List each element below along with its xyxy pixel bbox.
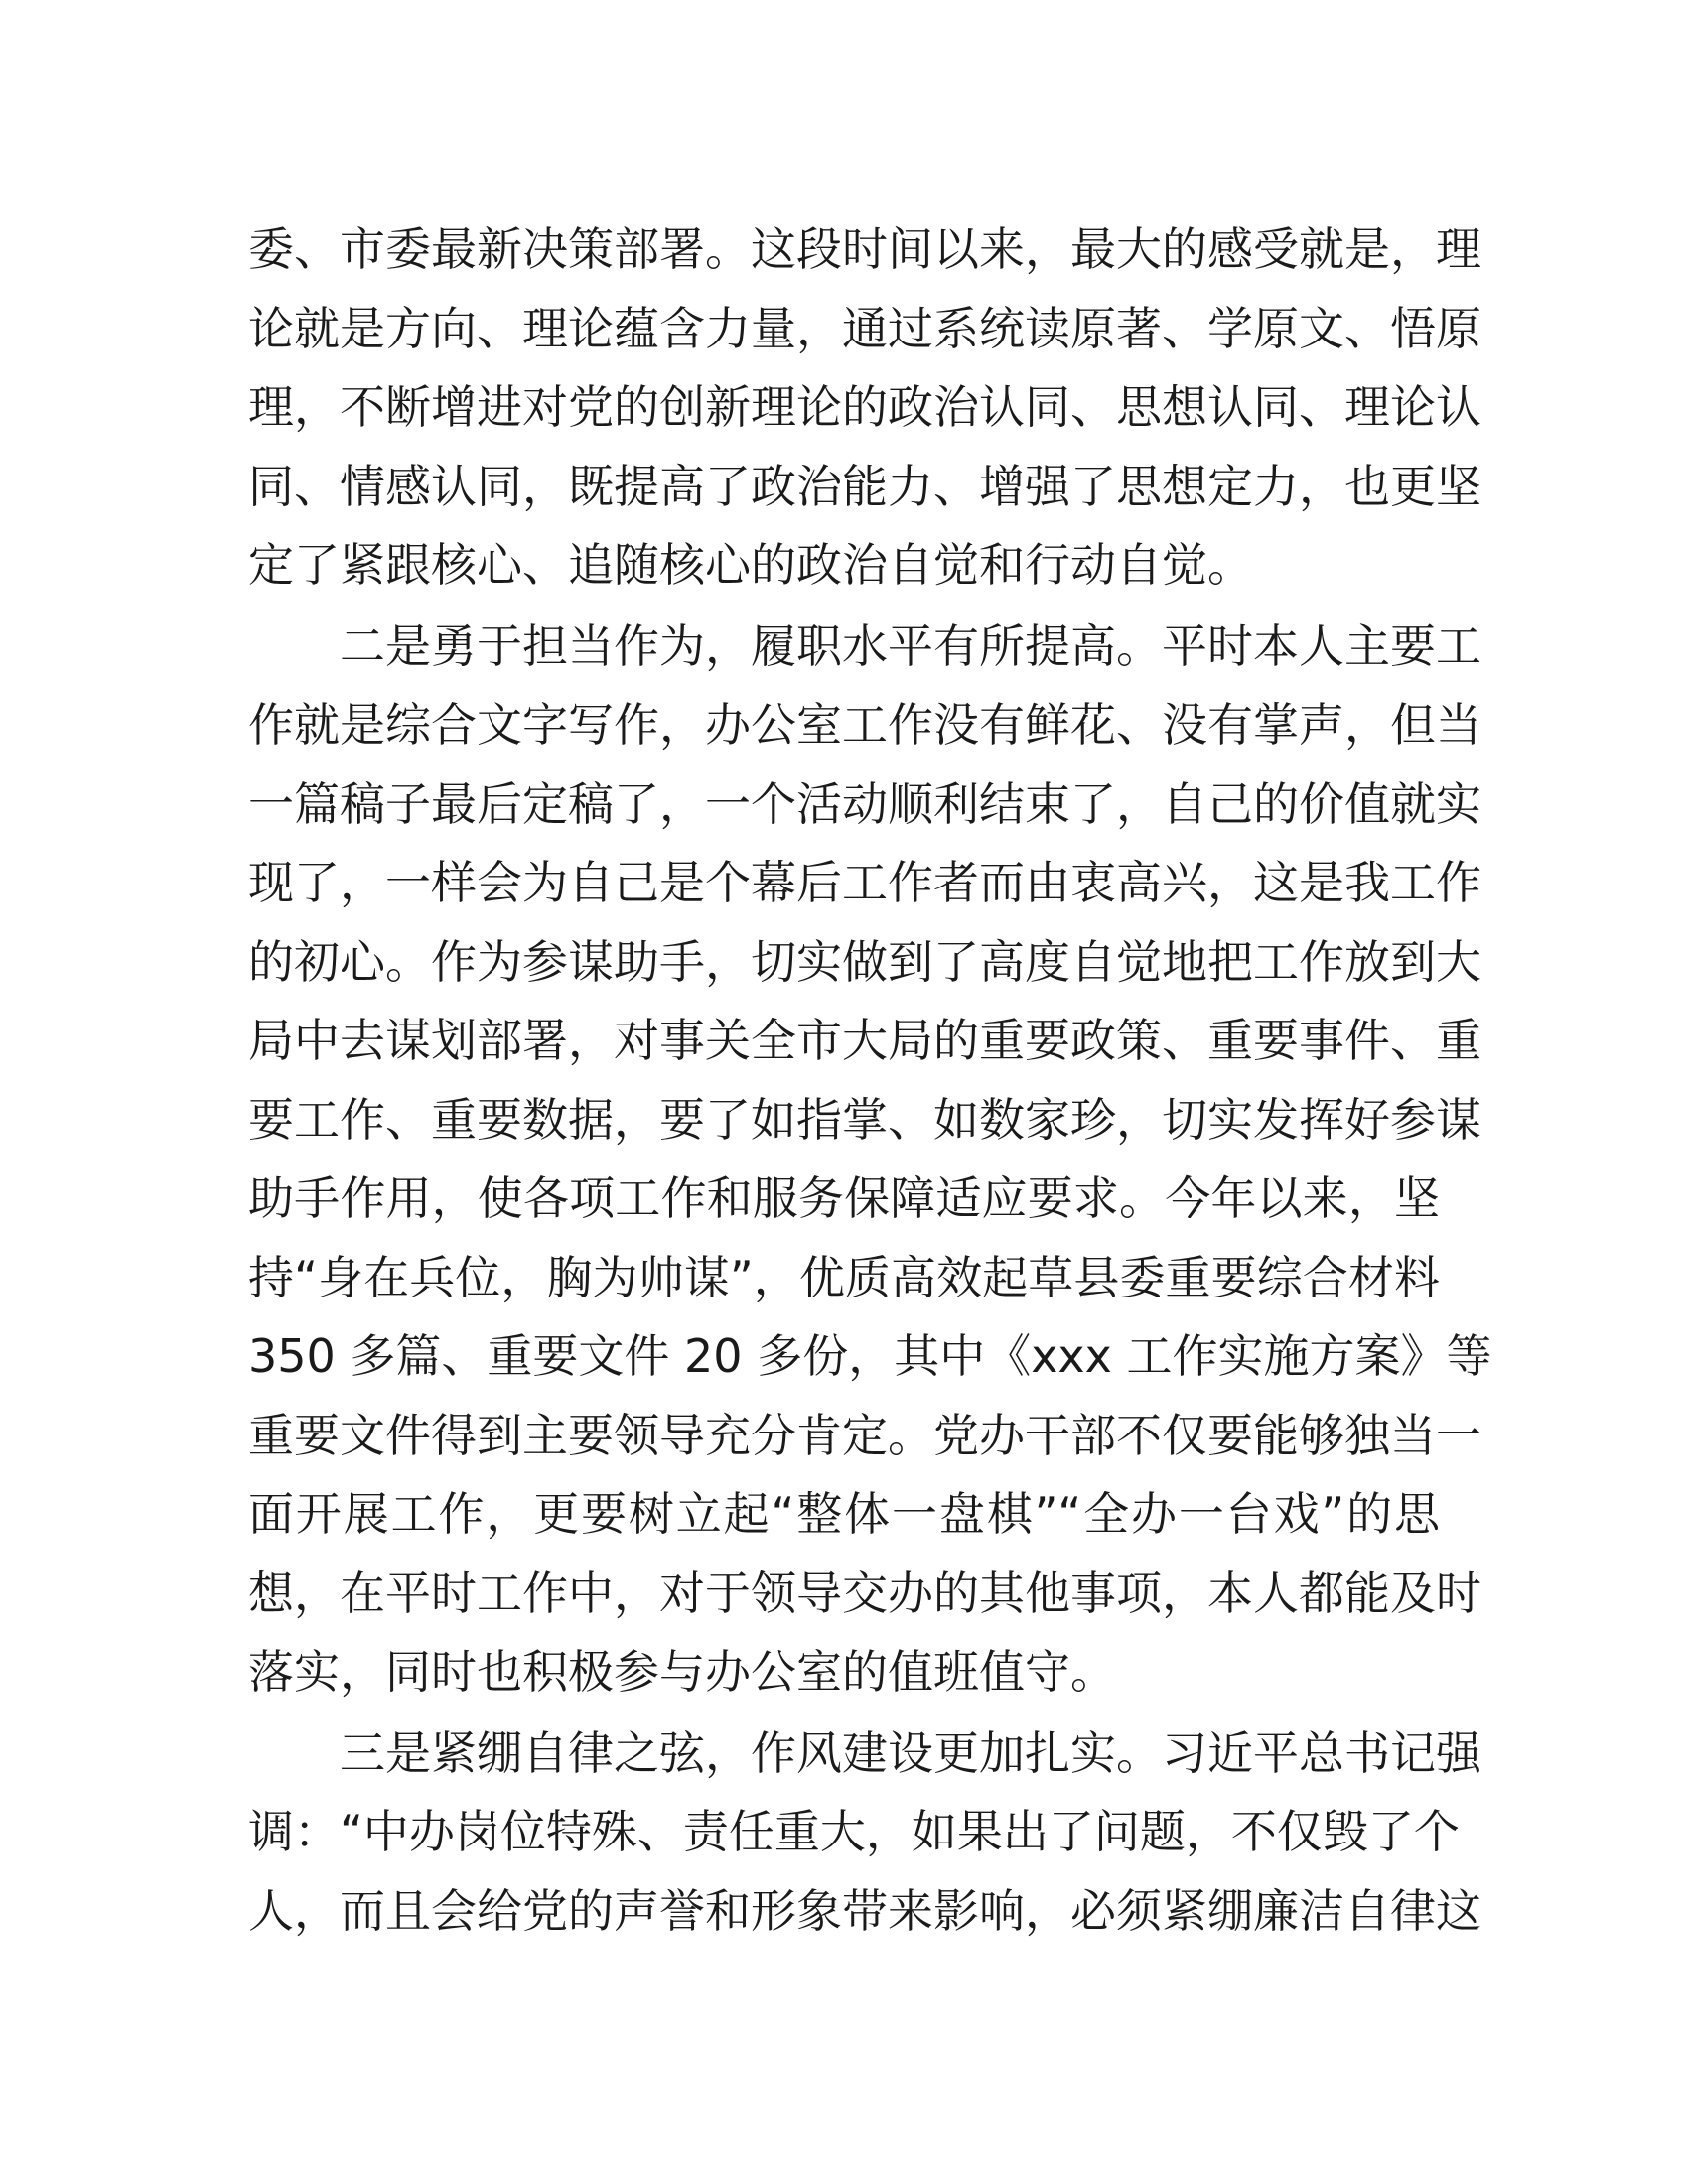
text-line: 作就是综合文字写作，办公室工作没有鲜花、没有掌声，但当 bbox=[248, 698, 1481, 751]
text-line: 落实，同时也积极参与办公室的值班值守。 bbox=[248, 1645, 1116, 1699]
paragraph-2 bbox=[248, 608, 1492, 1712]
text-line: 人，而且会给党的声誉和形象带来影响，必须紧绷廉洁自律这 bbox=[248, 1883, 1481, 1938]
text-line: 面开展工作，更要树立起“整体一盘棋”“全办一台戏”的思 bbox=[248, 1487, 1440, 1541]
text-line: 委、市委最新决策部署。这段时间以来，最大的感受就是，理 bbox=[248, 222, 1481, 276]
text-line: 现了，一样会为自己是个幕后工作者而由衷高兴，这是我工作 bbox=[248, 856, 1481, 909]
text-line: 二是勇于担当作为，履职水平有所提高。平时本人主要工 bbox=[340, 618, 1481, 673]
text-line: 理，不断增进对党的创新理论的政治认同、思想认同、理论认 bbox=[248, 380, 1481, 434]
text-line: 同、情感认同，既提高了政治能力、增强了思想定力，也更坚 bbox=[248, 459, 1481, 513]
text-line: 350 多篇、重要文件 20 多份，其中《xxx 工作实施方案》等 bbox=[248, 1329, 1492, 1383]
text-line: 论就是方向、理论蕴含力量，通过系统读原著、学原文、悟原 bbox=[248, 301, 1481, 355]
text-line: 局中去谋划部署，对事关全市大局的重要政策、重要事件、重 bbox=[248, 1014, 1481, 1067]
text-line: 的初心。作为参谋助手，切实做到了高度自觉地把工作放到大 bbox=[248, 934, 1481, 989]
text-line: 定了紧跟核心、追随核心的政治自觉和行动自觉。 bbox=[248, 538, 1253, 592]
text-line: 助手作用，使各项工作和服务保障适应要求。今年以来，坚 bbox=[248, 1171, 1440, 1225]
paragraph-3 bbox=[248, 1714, 1481, 1952]
text-line: 调：“中办岗位特殊、责任重大，如果出了问题，不仅毁了个 bbox=[248, 1805, 1460, 1858]
text-line: 持“身在兵位，胸为帅谋”，优质高效起草县委重要综合材料 bbox=[248, 1250, 1440, 1304]
text-line: 要工作、重要数据，要了如指掌、如数家珍，切实发挥好参谋 bbox=[248, 1092, 1481, 1147]
text-line: 一篇稿子最后定稿了，一个活动顺利结束了，自己的价值就实 bbox=[248, 776, 1481, 831]
document-body bbox=[248, 210, 1492, 1953]
text-line: 想，在平时工作中，对于领导交办的其他事项，本人都能及时 bbox=[248, 1566, 1481, 1620]
text-line: 重要文件得到主要领导充分肯定。党办干部不仅要能够独当一 bbox=[248, 1408, 1481, 1462]
text-line: 三是紧绷自律之弦，作风建设更加扎实。习近平总书记强 bbox=[340, 1725, 1481, 1780]
paragraph-1 bbox=[248, 210, 1481, 606]
